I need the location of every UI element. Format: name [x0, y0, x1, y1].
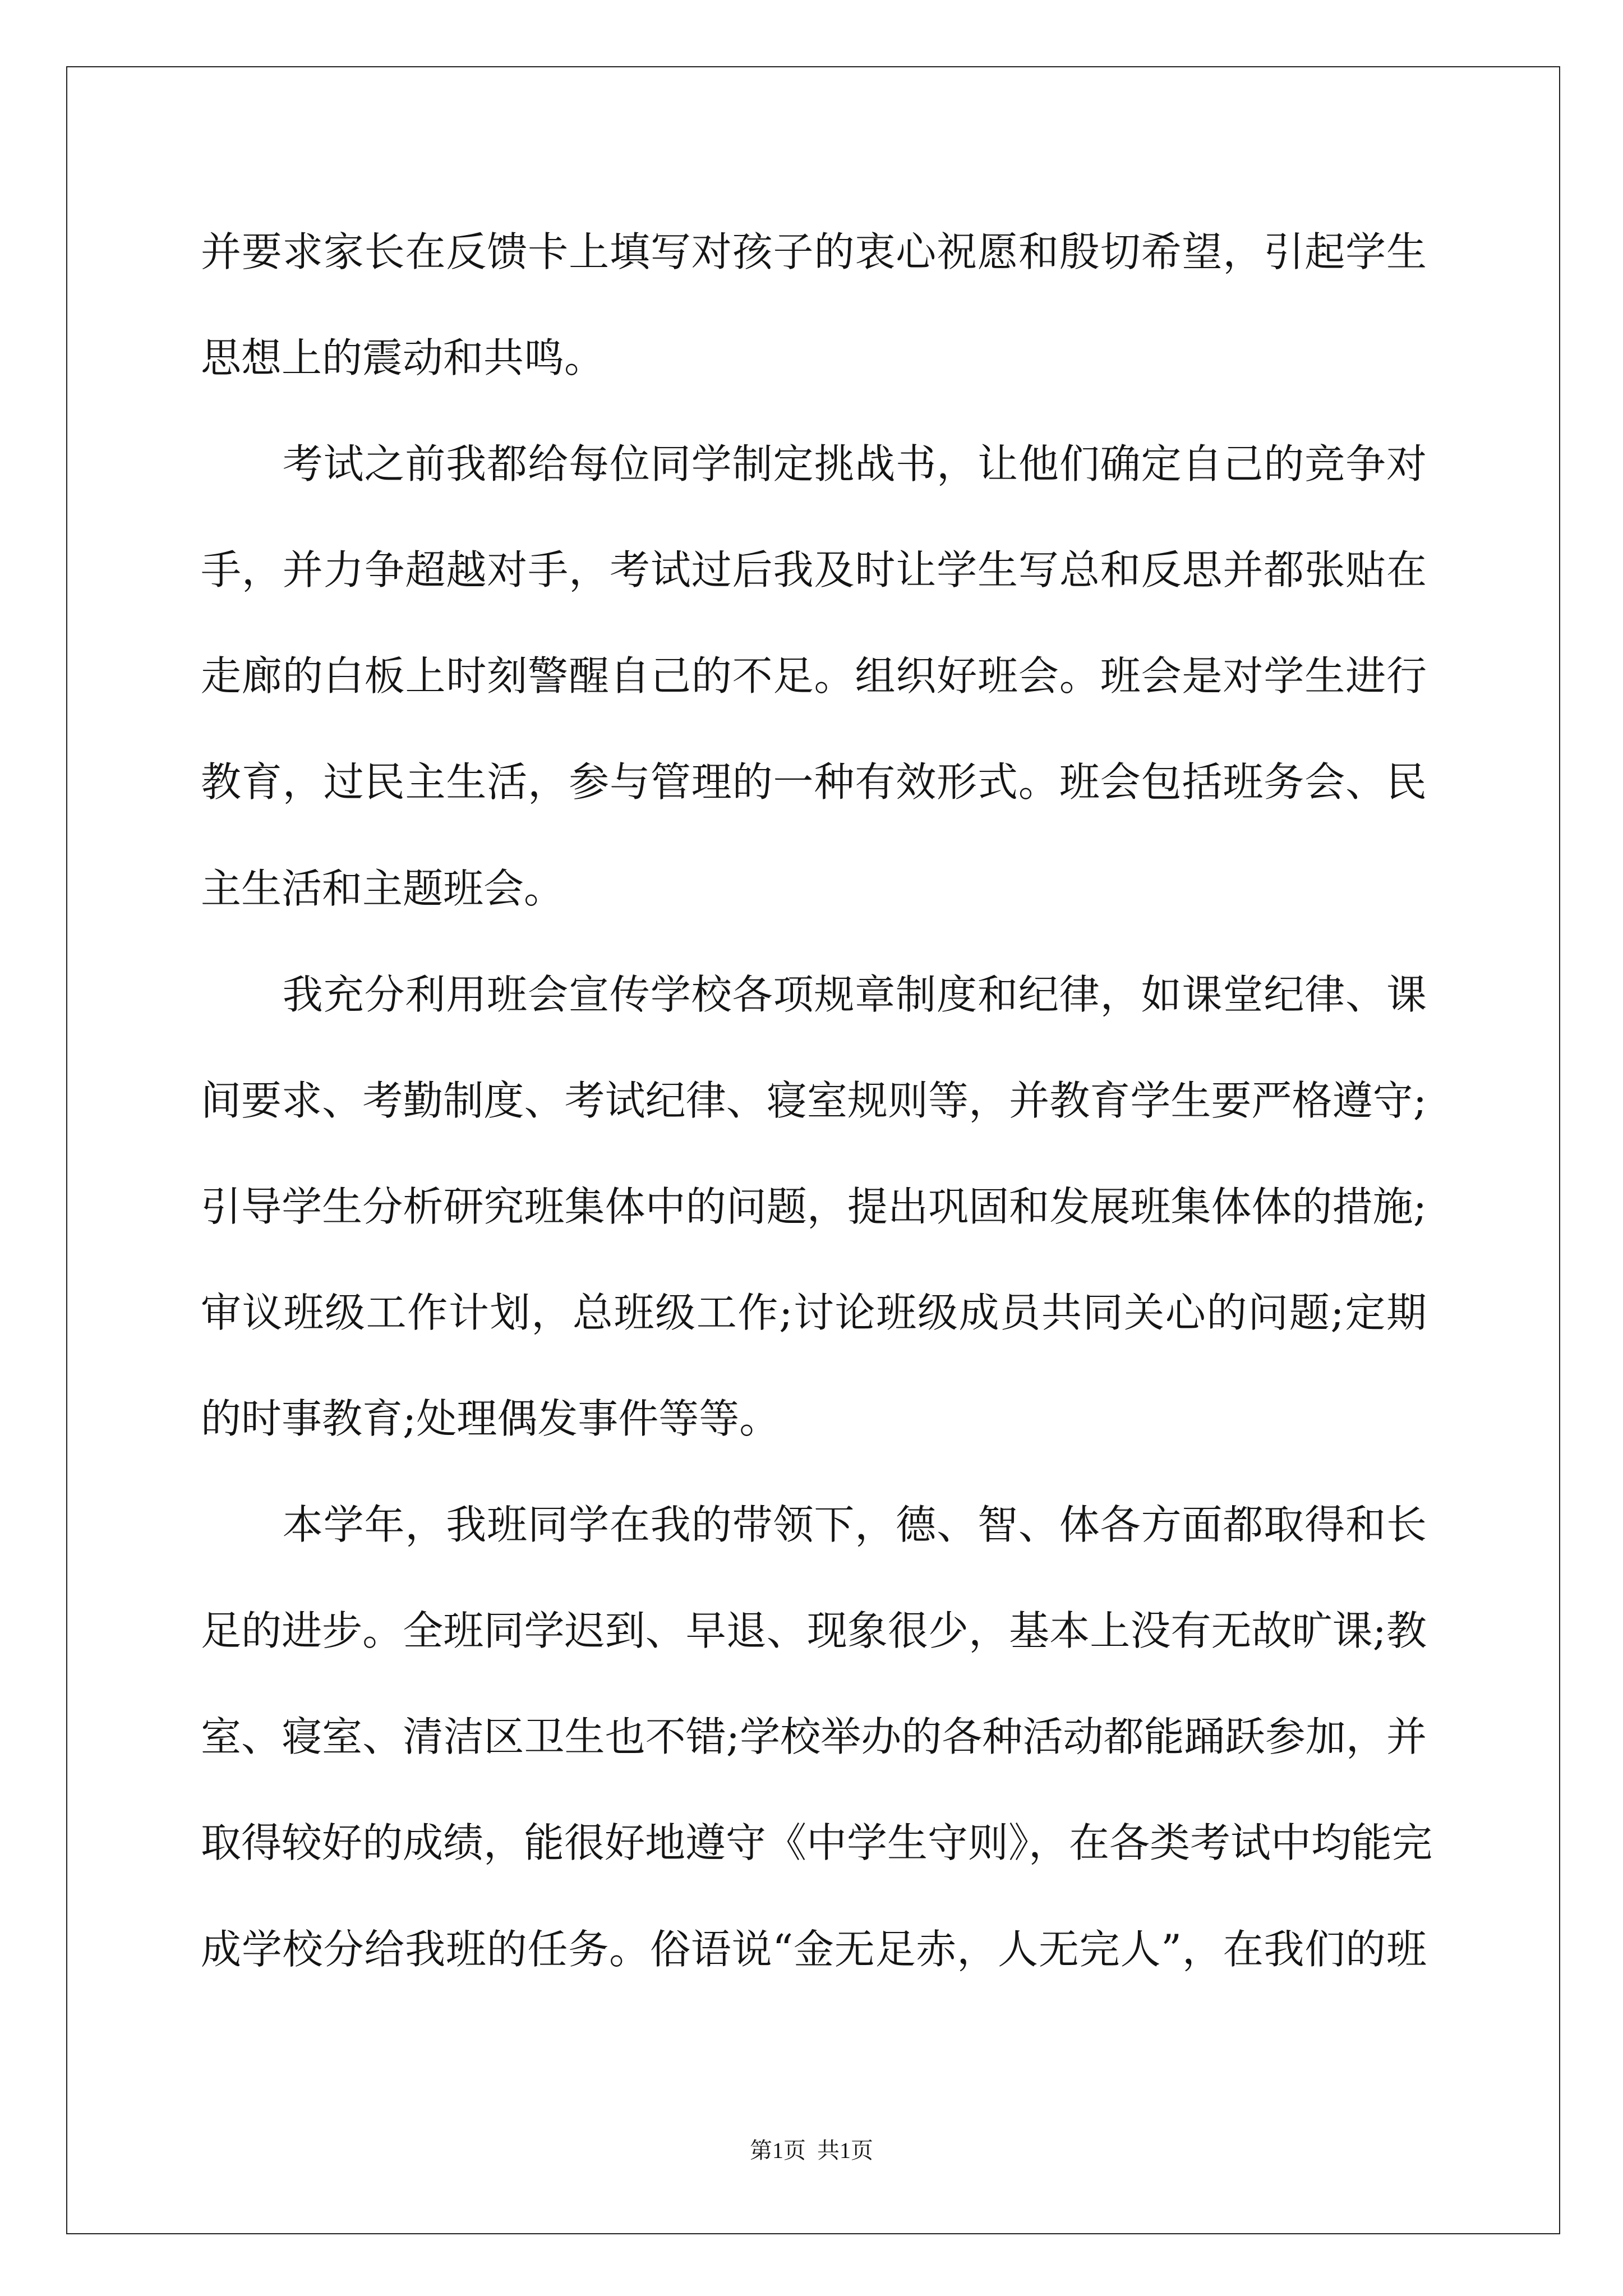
text-line: 取得较好的成绩，能很好地遵守《中学生守则》，在各类考试中均能完 [201, 1819, 1433, 1867]
text-line: 我充分利用班会宣传学校各项规章制度和纪律，如课堂纪律、课 [282, 970, 1427, 1018]
paragraph [201, 411, 1427, 941]
text-line: 思想上的震动和共鸣。 [201, 334, 605, 382]
text-line: 考试之前我都给每位同学制定挑战书，让他们确定自己的竞争对 [282, 440, 1427, 488]
text-line: 并要求家长在反馈卡上填写对孩子的衷心祝愿和殷切希望，引起学生 [201, 228, 1427, 275]
paragraph [201, 942, 1427, 1472]
text-line: 主生活和主题班会。 [201, 864, 565, 912]
paragraph [201, 199, 1427, 411]
text-line: 足的进步。全班同学迟到、早退、现象很少，基本上没有无故旷课;教 [201, 1607, 1427, 1655]
text-line: 本学年，我班同学在我的带领下，德、智、体各方面都取得和长 [282, 1501, 1427, 1549]
text-line: 的时事教育;处理偶发事件等等。 [201, 1395, 780, 1443]
text-line: 引导学生分析研究班集体中的问题，提出巩固和发展班集体体的措施; [201, 1182, 1427, 1230]
text-line: 间要求、考勤制度、考试纪律、寝室规则等，并教育学生要严格遵守; [201, 1076, 1427, 1124]
text-line: 室、寝室、清洁区卫生也不错;学校举办的各种活动都能踊跃参加，并 [201, 1713, 1427, 1761]
text-line: 教育，过民主生活，参与管理的一种有效形式。班会包括班务会、民 [201, 758, 1427, 806]
text-line: 手，并力争超越对手，考试过后我及时让学生写总和反思并都张贴在 [201, 546, 1427, 594]
paragraph [201, 1472, 1433, 2002]
text-line: 审议班级工作计划，总班级工作;讨论班级成员共同关心的问题;定期 [201, 1289, 1427, 1336]
page-footer: 第1页 共1页 [750, 2138, 873, 2163]
text-line: 走廊的白板上时刻警醒自己的不足。组织好班会。班会是对学生进行 [201, 652, 1427, 700]
text-line: 成学校分给我班的任务。俗语说“金无足赤，人无完人”，在我们的班 [201, 1925, 1427, 1973]
body-text [201, 199, 1433, 2003]
